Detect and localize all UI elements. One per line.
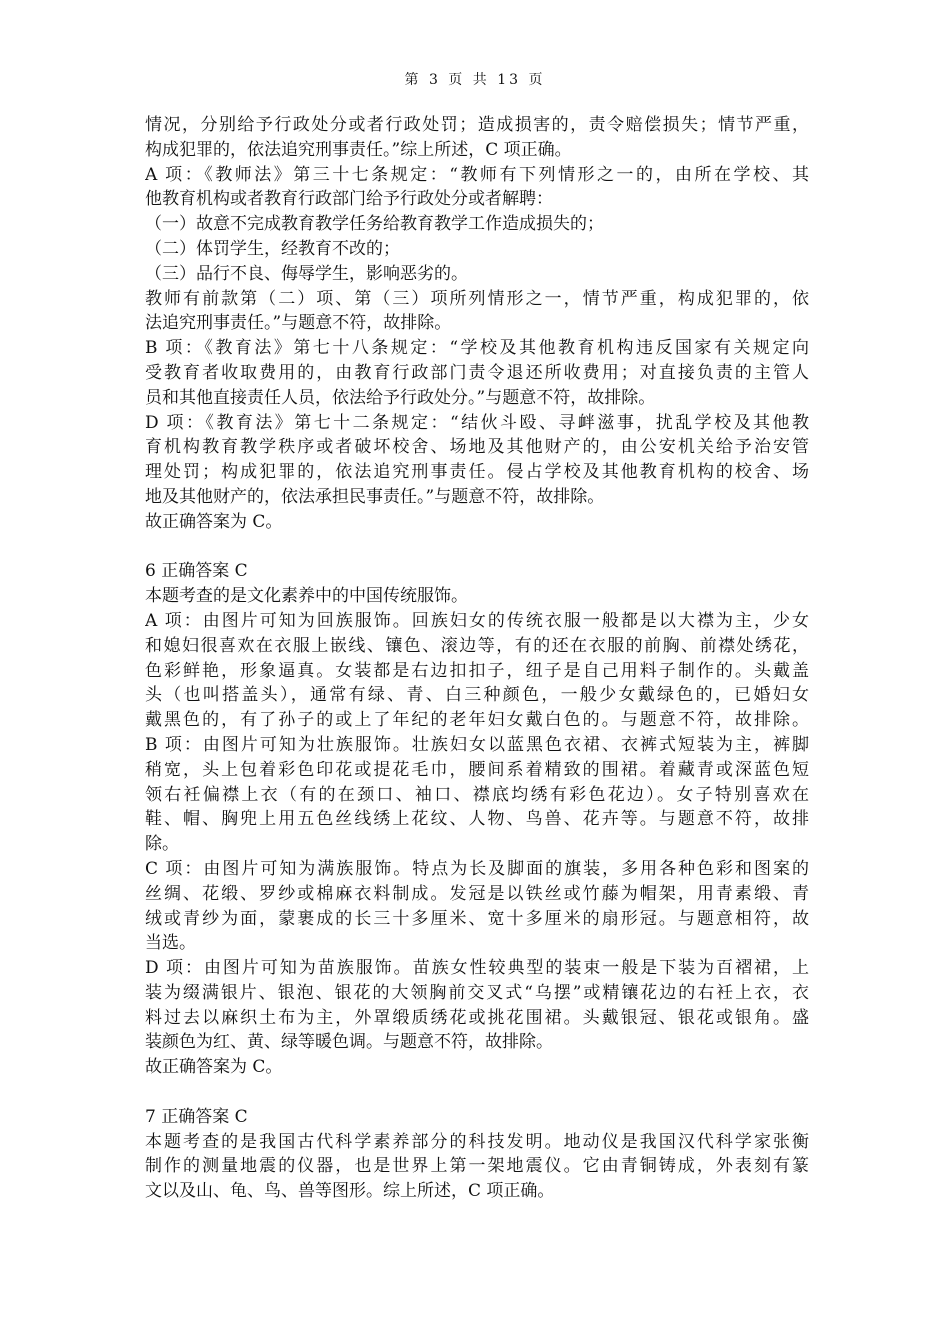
text-line: 制作的测量地震的仪器，也是世界上第一架地震仪。它由青铜铸成，外表刻有篆 xyxy=(145,1156,809,1177)
text-line: 地及其他财产的，依法承担民事责任。”与题意不符，故排除。 xyxy=(145,486,605,507)
text-line: 法追究刑事责任。”与题意不符，故排除。 xyxy=(145,313,452,334)
text-line: 故正确答案为 C。 xyxy=(145,1057,283,1078)
text-line: 构成犯罪的，依法追究刑事责任。”综上所述，C 项正确。 xyxy=(145,139,572,160)
text-line: 6 正确答案 C xyxy=(145,561,248,582)
answer-block-q7 xyxy=(145,1105,809,1204)
text-line: 除。 xyxy=(145,834,179,855)
text-line: 和媳妇很喜欢在衣服上嵌线、镶色、滚边等，有的还在衣服的前胸、前襟处绣花， xyxy=(145,635,809,656)
text-line: 文以及山、龟、鸟、兽等图形。综上所述，C 项正确。 xyxy=(145,1181,555,1202)
text-line: 领右衽偏襟上衣（有的在颈口、袖口、襟底均绣有彩色花边）。女子特别喜欢在 xyxy=(145,784,809,805)
text-line: D 项：《教育法》第七十二条规定：“结伙斗殴、寻衅滋事，扰乱学校及其他教 xyxy=(145,412,809,433)
answer-block-q6 xyxy=(145,559,809,1080)
text-line: （三）品行不良、侮辱学生，影响恶劣的。 xyxy=(145,263,468,284)
text-line: B 项：《教育法》第七十八条规定：“学校及其他教育机构违反国家有关规定向 xyxy=(145,338,809,359)
text-line: 装颜色为红、黄、绿等暖色调。与题意不符，故排除。 xyxy=(145,1032,553,1053)
text-line: B 项：由图片可知为壮族服饰。壮族妇女以蓝黑色衣裙、衣裤式短装为主，裤脚 xyxy=(145,734,809,755)
text-line: 色彩鲜艳，形象逼真。女装都是右边扣扣子，纽子是自己用料子制作的。头戴盖 xyxy=(145,660,809,681)
text-line: 当选。 xyxy=(145,933,196,954)
text-line: 理处罚；构成犯罪的，依法追究刑事责任。侵占学校及其他教育机构的校舍、场 xyxy=(145,462,809,483)
page-number-header: 第 3 页 共 13 页 xyxy=(404,72,546,88)
text-line: 稍宽，头上包着彩色印花或提花毛巾，腰间系着精致的围裙。着藏青或深蓝色短 xyxy=(145,759,809,780)
text-line: 情况，分别给予行政处分或者行政处罚；造成损害的，责令赔偿损失；情节严重， xyxy=(145,115,809,135)
text-line: 丝绸、花缎、罗纱或棉麻衣料制成。发冠是以铁丝或竹藤为帽架，用青素缎、青 xyxy=(145,883,809,904)
text-line: 绒或青纱为面，蒙裹成的长三十多厘米、宽十多厘米的扇形冠。与题意相符，故 xyxy=(145,908,809,929)
text-line: 本题考查的是文化素养中的中国传统服饰。 xyxy=(145,586,468,607)
text-line: （二）体罚学生，经教育不改的； xyxy=(145,238,400,259)
answer-block-q5-continuation xyxy=(145,113,809,535)
text-line: 教师有前款第（二）项、第（三）项所列情形之一，情节严重，构成犯罪的，依 xyxy=(145,288,809,309)
text-line: C 项：由图片可知为满族服饰。特点为长及脚面的旗装，多用各种色彩和图案的 xyxy=(145,858,809,879)
text-line: D 项：由图片可知为苗族服饰。苗族女性较典型的装束一般是下装为百褶裙，上 xyxy=(145,958,809,979)
text-line: 装为缀满银片、银泡、银花的大领胸前交叉式“乌摆”或精镶花边的右衽上衣，衣 xyxy=(145,982,809,1003)
text-line: A 项：由图片可知为回族服饰。回族妇女的传统衣服一般都是以大襟为主，少女 xyxy=(145,610,809,631)
text-line: 头（也叫搭盖头），通常有绿、青、白三种颜色，一般少女戴绿色的，已婚妇女 xyxy=(145,685,809,706)
document-body xyxy=(145,113,809,1204)
text-line: 鞋、帽、胸兜上用五色丝线绣上花纹、人物、鸟兽、花卉等。与题意不符，故排 xyxy=(145,809,809,830)
text-line: 本题考查的是我国古代科学素养部分的科技发明。地动仪是我国汉代科学家张衡 xyxy=(145,1131,809,1152)
text-line: 育机构教育教学秩序或者破坏校舍、场地及其他财产的，由公安机关给予治安管 xyxy=(145,437,809,458)
text-line: 料过去以麻织土布为主，外罩缎质绣花或挑花围裙。头戴银冠、银花或银角。盛 xyxy=(145,1007,809,1028)
text-line: （一）故意不完成教育教学任务给教育教学工作造成损失的； xyxy=(145,214,604,235)
text-line: 7 正确答案 C xyxy=(145,1106,248,1127)
text-line: 故正确答案为 C。 xyxy=(145,511,283,532)
text-line: 戴黑色的，有了孙子的或上了年纪的老年妇女戴白色的。与题意不符，故排除。 xyxy=(145,710,809,731)
text-line: 受教育者收取费用的，由教育行政部门责令退还所收费用；对直接负责的主管人 xyxy=(145,362,809,383)
text-line: 他教育机构或者教育行政部门给予行政处分或者解聘： xyxy=(145,189,553,210)
text-line: 员和其他直接责任人员，依法给予行政处分。”与题意不符，故排除。 xyxy=(145,387,656,408)
text-line: A 项：《教师法》第三十七条规定：“教师有下列情形之一的，由所在学校、其 xyxy=(145,164,809,185)
